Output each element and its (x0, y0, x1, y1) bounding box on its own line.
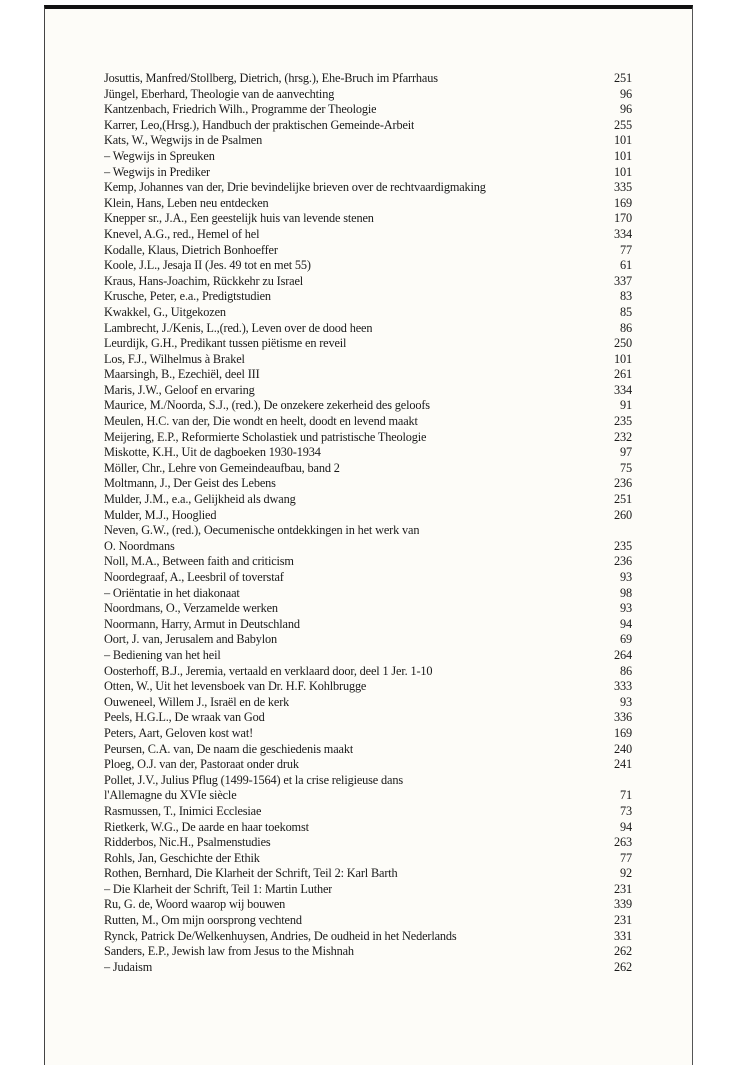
entry-text: O. Noordmans (104, 538, 175, 553)
entry-page-number: 335 (614, 180, 632, 195)
entry-page-number: 93 (620, 601, 632, 616)
entry-page-number: 334 (614, 382, 632, 397)
index-entry (104, 726, 632, 742)
entry-page-number: 69 (620, 632, 632, 647)
entry-text: Noormann, Harry, Armut in Deutschland (104, 616, 300, 631)
index-entry (104, 523, 632, 539)
entry-page-number: 240 (614, 741, 632, 756)
entry-page-number: 331 (614, 928, 632, 943)
entry-page-number: 235 (614, 414, 632, 429)
entry-page-number: 235 (614, 538, 632, 553)
index-entry (104, 570, 632, 586)
entry-text: Neven, G.W., (red.), Oecumenische ontdekkingen in het werk van (104, 523, 420, 538)
entry-text: Moltmann, J., Der Geist des Lebens (104, 476, 276, 491)
entry-text: Meulen, H.C. van der, Die wondt en heelt, doodt en levend maakt (104, 414, 418, 429)
entry-text: Peursen, C.A. van, De naam die geschiedenis maakt (104, 741, 354, 756)
index-entry (104, 180, 632, 196)
index-entry (104, 118, 632, 134)
entry-text: Leurdijk, G.H., Predikant tussen piëtisme en reveil (104, 336, 347, 351)
entry-page-number: 77 (620, 242, 632, 257)
entry-page-number: 94 (620, 616, 632, 631)
index-entry (104, 476, 632, 492)
entry-text: Kwakkel, G., Uitgekozen (104, 304, 226, 319)
entry-page-number: 96 (620, 102, 632, 117)
entry-text: Lambrecht, J./Kenis, L.,(red.), Leven over de dood heen (104, 320, 373, 335)
entry-page-number: 255 (614, 117, 632, 132)
entry-page-number: 262 (614, 944, 632, 959)
entry-text: Sanders, E.P., Jewish law from Jesus to the Mishnah (104, 944, 354, 959)
index-entry (104, 227, 632, 243)
index-entry (104, 554, 632, 570)
entry-text: Rutten, M., Om mijn oorsprong vechtend (104, 913, 302, 928)
entry-page-number: 251 (614, 492, 632, 507)
entry-text: – Wegwijs in Spreuken (104, 148, 215, 163)
entry-page-number: 91 (620, 398, 632, 413)
entry-text: Pollet, J.V., Julius Pflug (1499-1564) et la crise religieuse dans (104, 772, 403, 787)
index-entry (104, 710, 632, 726)
entry-text: Karrer, Leo,(Hrsg.), Handbuch der praktischen Gemeinde-Arbeit (104, 117, 415, 132)
index-entry (104, 851, 632, 867)
index-entry (104, 788, 632, 804)
entry-page-number: 232 (614, 429, 632, 444)
index-entry (104, 414, 632, 430)
entry-text: Krusche, Peter, e.a., Predigtstudien (104, 289, 271, 304)
entry-text: – Die Klarheit der Schrift, Teil 1: Martin Luther (104, 881, 333, 896)
index-entry (104, 648, 632, 664)
entry-page-number: 336 (614, 710, 632, 725)
index-entry (104, 757, 632, 773)
entry-page-number: 92 (620, 866, 632, 881)
entry-text: Oort, J. van, Jerusalem and Babylon (104, 632, 278, 647)
entry-page-number: 251 (614, 71, 632, 85)
index-entry (104, 289, 632, 305)
entry-page-number: 101 (614, 148, 632, 163)
entry-page-number: 334 (614, 226, 632, 241)
entry-text: Knepper sr., J.A., Een geestelijk huis van levende stenen (104, 211, 374, 226)
entry-text: Ouweneel, Willem J., Israël en de kerk (104, 694, 290, 709)
index-entry (104, 352, 632, 368)
index-entry (104, 679, 632, 695)
entry-text: Ru, G. de, Woord waarop wij bouwen (104, 897, 286, 912)
entry-text: Ridderbos, Nic.H., Psalmenstudies (104, 835, 271, 850)
entry-text: Noll, M.A., Between faith and criticism (104, 554, 294, 569)
entry-text: Kraus, Hans-Joachim, Rückkehr zu Israel (104, 273, 304, 288)
entry-page-number: 263 (614, 835, 632, 850)
entry-text: Rohls, Jan, Geschichte der Ethik (104, 850, 260, 865)
entry-page-number: 339 (614, 897, 632, 912)
entry-page-number: 170 (614, 211, 632, 226)
entry-page-number: 83 (620, 289, 632, 304)
entry-page-number: 86 (620, 663, 632, 678)
index-entry (104, 820, 632, 836)
entry-page-number: 250 (614, 336, 632, 351)
index-entry (104, 601, 632, 617)
index-entry (104, 274, 632, 290)
entry-text: Rasmussen, T., Inimici Ecclesiae (104, 803, 262, 818)
entry-text: Kodalle, Klaus, Dietrich Bonhoeffer (104, 242, 278, 257)
entry-text: Möller, Chr., Lehre von Gemeindeaufbau, band 2 (104, 460, 340, 475)
entry-text: Ploeg, O.J. van der, Pastoraat onder druk (104, 757, 299, 772)
entry-text: Maris, J.W., Geloof en ervaring (104, 382, 255, 397)
entry-page-number (602, 523, 632, 539)
entry-page-number: 101 (614, 133, 632, 148)
entry-page-number: 264 (614, 647, 632, 662)
entry-text: Maurice, M./Noorda, S.J., (red.), De onzekere zekerheid des geloofs (104, 398, 430, 413)
entry-page-number: 94 (620, 819, 632, 834)
entry-page-number: 85 (620, 304, 632, 319)
entry-page-number: 96 (620, 86, 632, 101)
index-entry (104, 632, 632, 648)
index-entry (104, 367, 632, 383)
entry-text: Peels, H.G.L., De wraak van God (104, 710, 265, 725)
index-entry (104, 508, 632, 524)
index-entry (104, 492, 632, 508)
entry-text: Peters, Aart, Geloven kost wat! (104, 725, 254, 740)
entry-text: Rothen, Bernhard, Die Klarheit der Schrift, Teil 2: Karl Barth (104, 866, 398, 881)
entry-text: Klein, Hans, Leben neu entdecken (104, 195, 269, 210)
entry-page-number: 77 (620, 850, 632, 865)
index-list (104, 71, 632, 975)
entry-text: – Wegwijs in Prediker (104, 164, 210, 179)
entry-text: Los, F.J., Wilhelmus à Brakel (104, 351, 245, 366)
index-entry (104, 539, 632, 555)
entry-text: Jüngel, Eberhard, Theologie van de aanvechting (104, 86, 335, 101)
index-entry (104, 87, 632, 103)
index-entry (104, 695, 632, 711)
entry-text: Maarsingh, B., Ezechiël, deel III (104, 367, 260, 382)
index-entry (104, 960, 632, 976)
entry-page-number (602, 773, 632, 789)
entry-text: Kats, W., Wegwijs in de Psalmen (104, 133, 263, 148)
entry-page-number: 73 (620, 803, 632, 818)
index-entry (104, 897, 632, 913)
entry-page-number: 97 (620, 445, 632, 460)
entry-text: – Oriëntatie in het diakonaat (104, 585, 240, 600)
index-entry (104, 866, 632, 882)
entry-text: Noordegraaf, A., Leesbril of toverstaf (104, 570, 284, 584)
entry-text: Mulder, M.J., Hooglied (104, 507, 217, 522)
entry-page-number: 61 (620, 258, 632, 273)
index-entry (104, 336, 632, 352)
entry-page-number: 169 (614, 725, 632, 740)
index-entry (104, 804, 632, 820)
entry-text: Knevel, A.G., red., Hemel of hel (104, 226, 260, 241)
entry-text: – Judaism (104, 959, 153, 974)
entry-page-number: 75 (620, 460, 632, 475)
entry-page-number: 101 (614, 351, 632, 366)
index-entry (104, 461, 632, 477)
entry-page-number: 101 (614, 164, 632, 179)
entry-page-number: 98 (620, 585, 632, 600)
entry-page-number: 241 (614, 757, 632, 772)
entry-page-number: 260 (614, 507, 632, 522)
index-entry (104, 305, 632, 321)
entry-page-number: 261 (614, 367, 632, 382)
index-entry (104, 165, 632, 181)
entry-text: Oosterhoff, B.J., Jeremia, vertaald en verklaard door, deel 1 Jer. 1-10 (104, 663, 433, 678)
entry-text: Kantzenbach, Friedrich Wilh., Programme der Theologie (104, 102, 377, 117)
entry-text: Rietkerk, W.G., De aarde en haar toekomst (104, 819, 309, 834)
entry-page-number: 333 (614, 679, 632, 694)
index-entry (104, 321, 632, 337)
entry-text: Kemp, Johannes van der, Drie bevindelijke brieven over de rechtvaardigmaking (104, 180, 486, 195)
index-entry (104, 196, 632, 212)
entry-page-number: 236 (614, 554, 632, 569)
entry-page-number: 337 (614, 273, 632, 288)
index-entry (104, 383, 632, 399)
entry-text: Koole, J.L., Jesaja II (Jes. 49 tot en met 55) (104, 258, 311, 273)
index-entry (104, 835, 632, 851)
entry-text: Rynck, Patrick De/Welkenhuysen, Andries, De oudheid in het Nederlands (104, 928, 457, 943)
entry-text: Josuttis, Manfred/Stollberg, Dietrich, (hrsg.), Ehe-Bruch im Pfarrhaus (104, 71, 438, 85)
entry-text: Mulder, J.M., e.a., Gelijkheid als dwang (104, 492, 296, 507)
entry-text: Otten, W., Uit het levensboek van Dr. H.F. Kohlbrugge (104, 679, 367, 694)
entry-page-number: 236 (614, 476, 632, 491)
index-entry (104, 929, 632, 945)
entry-page-number: 262 (614, 959, 632, 974)
index-entry (104, 773, 632, 789)
entry-page-number: 86 (620, 320, 632, 335)
index-entry (104, 211, 632, 227)
index-entry (104, 258, 632, 274)
entry-text: – Bediening van het heil (104, 647, 221, 662)
entry-page-number: 93 (620, 570, 632, 584)
index-entry (104, 102, 632, 118)
entry-text: Meijering, E.P., Reformierte Scholastiek und patristische Theologie (104, 429, 427, 444)
index-entry (104, 133, 632, 149)
index-entry (104, 742, 632, 758)
entry-page-number: 93 (620, 694, 632, 709)
entry-page-number: 231 (614, 913, 632, 928)
index-entry (104, 149, 632, 165)
entry-page-number: 169 (614, 195, 632, 210)
index-entry (104, 243, 632, 259)
entry-text: Noordmans, O., Verzamelde werken (104, 601, 278, 616)
index-entry (104, 882, 632, 898)
index-entry (104, 944, 632, 960)
index-entry (104, 617, 632, 633)
index-entry (104, 71, 632, 87)
index-entry (104, 586, 632, 602)
index-entry (104, 398, 632, 414)
index-entry (104, 445, 632, 461)
index-entry (104, 430, 632, 446)
entry-page-number: 231 (614, 881, 632, 896)
index-entry (104, 664, 632, 680)
entry-text: l'Allemagne du XVIe siècle (104, 788, 237, 803)
index-entry (104, 913, 632, 929)
entry-page-number: 71 (620, 788, 632, 803)
entry-text: Miskotte, K.H., Uit de dagboeken 1930-1934 (104, 445, 321, 460)
